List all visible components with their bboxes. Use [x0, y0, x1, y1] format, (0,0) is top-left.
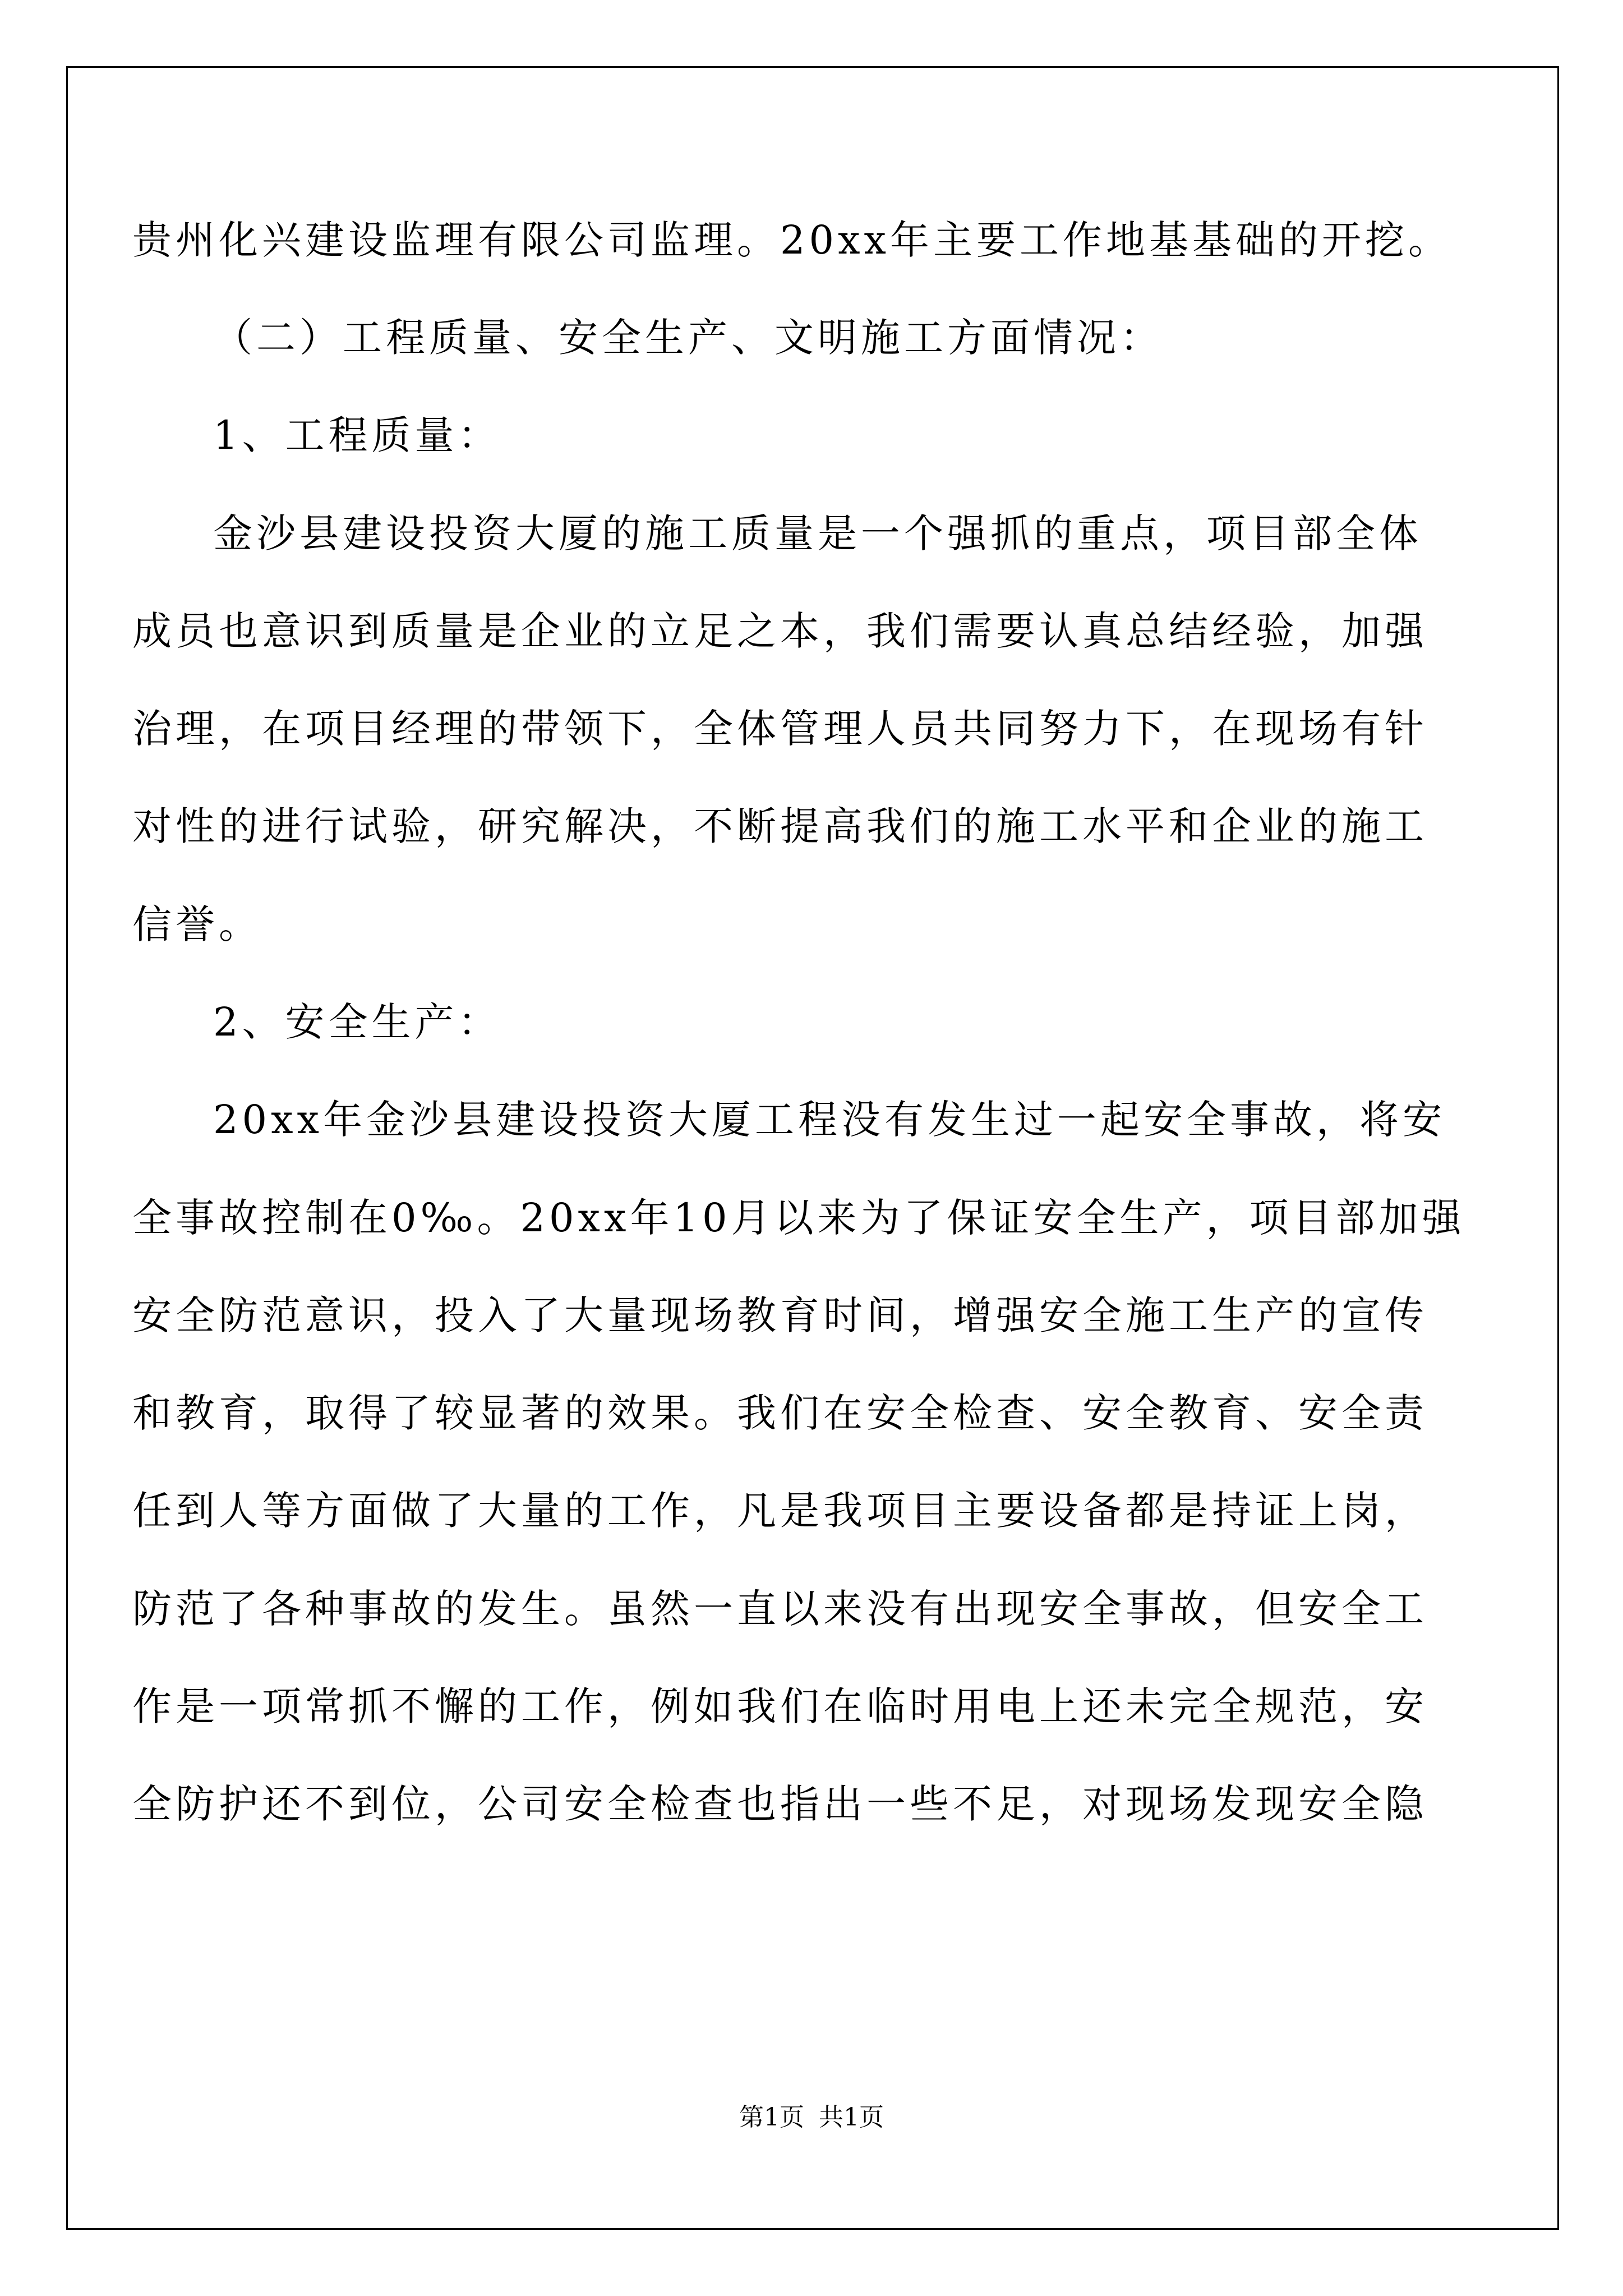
body-line: 和教育，取得了较显著的效果。我们在安全检查、安全教育、安全责	[132, 1390, 1428, 1436]
page-footer	[0, 2101, 1623, 2134]
page-number: 第1页	[739, 2103, 804, 2132]
body-line: 信誉。	[132, 901, 262, 947]
body-line: 作是一项常抓不懈的工作，例如我们在临时用电上还未完全规范，安	[132, 1683, 1428, 1729]
body-line: 治理，在项目经理的带领下，全体管理人员共同努力下，在现场有针	[132, 706, 1428, 752]
body-line: 成员也意识到质量是企业的立足之本，我们需要认真总结经验，加强	[132, 608, 1428, 654]
page-total: 共1页	[819, 2103, 884, 2132]
section-heading: （二）工程质量、安全生产、文明施工方面情况：	[213, 315, 1163, 361]
body-line: 任到人等方面做了大量的工作，凡是我项目主要设备都是持证上岗，	[132, 1488, 1428, 1534]
body-line: 贵州化兴建设监理有限公司监理。20xx年主要工作地基基础的开挖。	[132, 217, 1452, 263]
body-line: 金沙县建设投资大厦的施工质量是一个强抓的重点，项目部全体	[213, 510, 1422, 556]
body-line: 安全防范意识，投入了大量现场教育时间，增强安全施工生产的宣传	[132, 1292, 1428, 1338]
body-line: 20xx年金沙县建设投资大厦工程没有发生过一起安全事故，将安	[213, 1097, 1446, 1143]
body-line: 全防护还不到位，公司安全检查也指出一些不足，对现场发现安全隐	[132, 1781, 1428, 1827]
body-line: 全事故控制在0‰。20xx年10月以来为了保证安全生产，项目部加强	[132, 1195, 1465, 1241]
subsection-heading: 1、工程质量：	[213, 412, 501, 458]
subsection-heading: 2、安全生产：	[213, 999, 501, 1045]
body-line: 防范了各种事故的发生。虽然一直以来没有出现安全事故，但安全工	[132, 1586, 1428, 1632]
body-line: 对性的进行试验，研究解决，不断提高我们的施工水平和企业的施工	[132, 803, 1428, 849]
